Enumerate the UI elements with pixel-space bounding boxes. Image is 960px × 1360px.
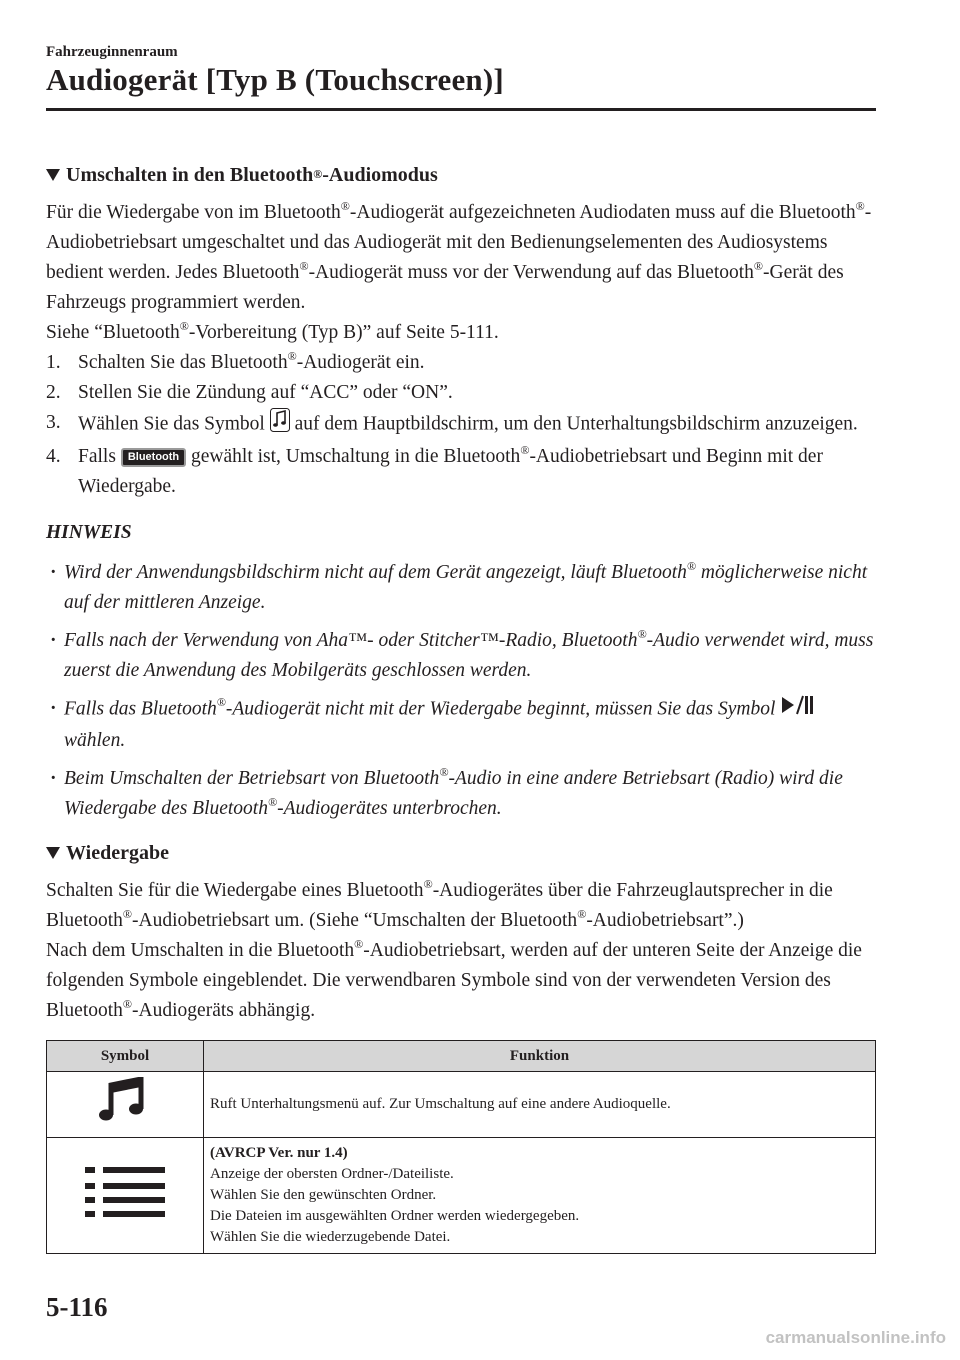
watermark: carmanualsonline.info [765, 1328, 946, 1347]
column-header-function: Funktion [204, 1041, 876, 1072]
header-divider [46, 108, 876, 111]
symbol-cell [47, 1072, 204, 1138]
music-note-icon [270, 408, 290, 442]
symbol-table [46, 1040, 876, 1254]
step-item: 1. Schalten Sie das Bluetooth®-Audiogerät ein. [46, 348, 425, 373]
table-row [47, 1138, 876, 1254]
music-note-icon [97, 1113, 153, 1129]
intro-paragraph: Für die Wiedergabe von im Bluetooth®-Audiogerät aufgezeichneten Audiodaten muss auf die Bluetooth®-Audiobetriebsart umgeschaltet und das Audiogerät mit den Bedienungselementen des Audiosystems bedient werden. Jedes Bluetooth®-Audiogerät muss vor der Verwendung auf das Bluetooth®-Gerät des Fahrzeugs programmiert werden. [46, 198, 872, 313]
steps-list [46, 348, 876, 502]
step-item: 3. Wählen Sie das Symbol auf dem Hauptbildschirm, um den Unterhaltungsbildschirm anzuzeigen. [46, 408, 876, 442]
notes-list [46, 558, 876, 824]
note-item: · Falls das Bluetooth®-Audiogerät nicht mit der Wiedergabe beginnt, müssen Sie das Symbol wählen. [46, 694, 876, 756]
table-header-row [47, 1041, 876, 1072]
play-pause-icon [780, 694, 814, 726]
triangle-bullet-icon [46, 847, 60, 859]
note-item: · Wird der Anwendungsbildschirm nicht auf dem Gerät angezeigt, läuft Bluetooth® möglicherweise nicht auf der mittleren Anzeige. [46, 558, 876, 618]
function-cell: (AVRCP Ver. nur 1.4) Anzeige der obersten Ordner-/Dateiliste. Wählen Sie den gewünschten Ordner. Die Dateien im ausgewählten Ordner werden wiedergegeben. Wählen Sie die wiederzugebende Datei. [204, 1138, 876, 1254]
bluetooth-button-icon: Bluetooth [121, 448, 186, 467]
page-title: Audiogerät [Typ B (Touchscreen)] [46, 62, 504, 97]
step-item: 4. Falls Bluetooth gewählt ist, Umschaltung in die Bluetooth®-Audiobetriebsart und Beginn mit der Wiedergabe. [46, 442, 823, 497]
note-item: · Falls nach der Verwendung von Aha™- oder Stitcher™-Radio, Bluetooth®-Audio verwendet wird, muss zuerst die Anwendung des Mobilgeräts geschlossen werden. [46, 626, 876, 686]
section-label: Fahrzeuginnenraum [46, 44, 178, 60]
main-content [46, 160, 876, 1254]
playback-paragraph-2: Nach dem Umschalten in die Bluetooth®-Audiobetriebsart, werden auf der unteren Seite der Anzeige die folgenden Symbole eingeblendet. Die verwendbaren Symbole sind von der verwendeten Version des Bluetooth®-Audiogeräts abhängig. [46, 936, 862, 1021]
page-number: 5-116 [46, 1292, 108, 1322]
step-item: 2. Stellen Sie die Zündung auf “ACC” oder “ON”. [46, 382, 453, 403]
playback-paragraph-1: Schalten Sie für die Wiedergabe eines Bluetooth®-Audiogerätes über die Fahrzeuglautsprecher in die Bluetooth®-Audiobetriebsart um. (Siehe “Umschalten der Bluetooth®-Audiobetriebsart”.) [46, 876, 833, 931]
symbol-cell [47, 1138, 204, 1254]
column-header-symbol: Symbol [47, 1041, 204, 1072]
table-row [47, 1072, 876, 1138]
list-icon [85, 1205, 165, 1221]
note-item: · Beim Umschalten der Betriebsart von Bluetooth®-Audio in eine andere Betriebsart (Radio) wird die Wiedergabe des Bluetooth®-Audiogerätes unterbrochen. [46, 764, 876, 824]
triangle-bullet-icon [46, 169, 60, 181]
section-heading-bluetooth-mode: Umschalten in den Bluetooth ® -Audiomodus [46, 160, 876, 190]
section-heading-playback: Wiedergabe [46, 838, 876, 868]
function-cell: Ruft Unterhaltungsmenü auf. Zur Umschaltung auf eine andere Audioquelle. [204, 1072, 876, 1138]
note-heading: HINWEIS [46, 522, 132, 543]
reference-paragraph: Siehe “Bluetooth®-Vorbereitung (Typ B)” auf Seite 5-111. [46, 318, 499, 343]
